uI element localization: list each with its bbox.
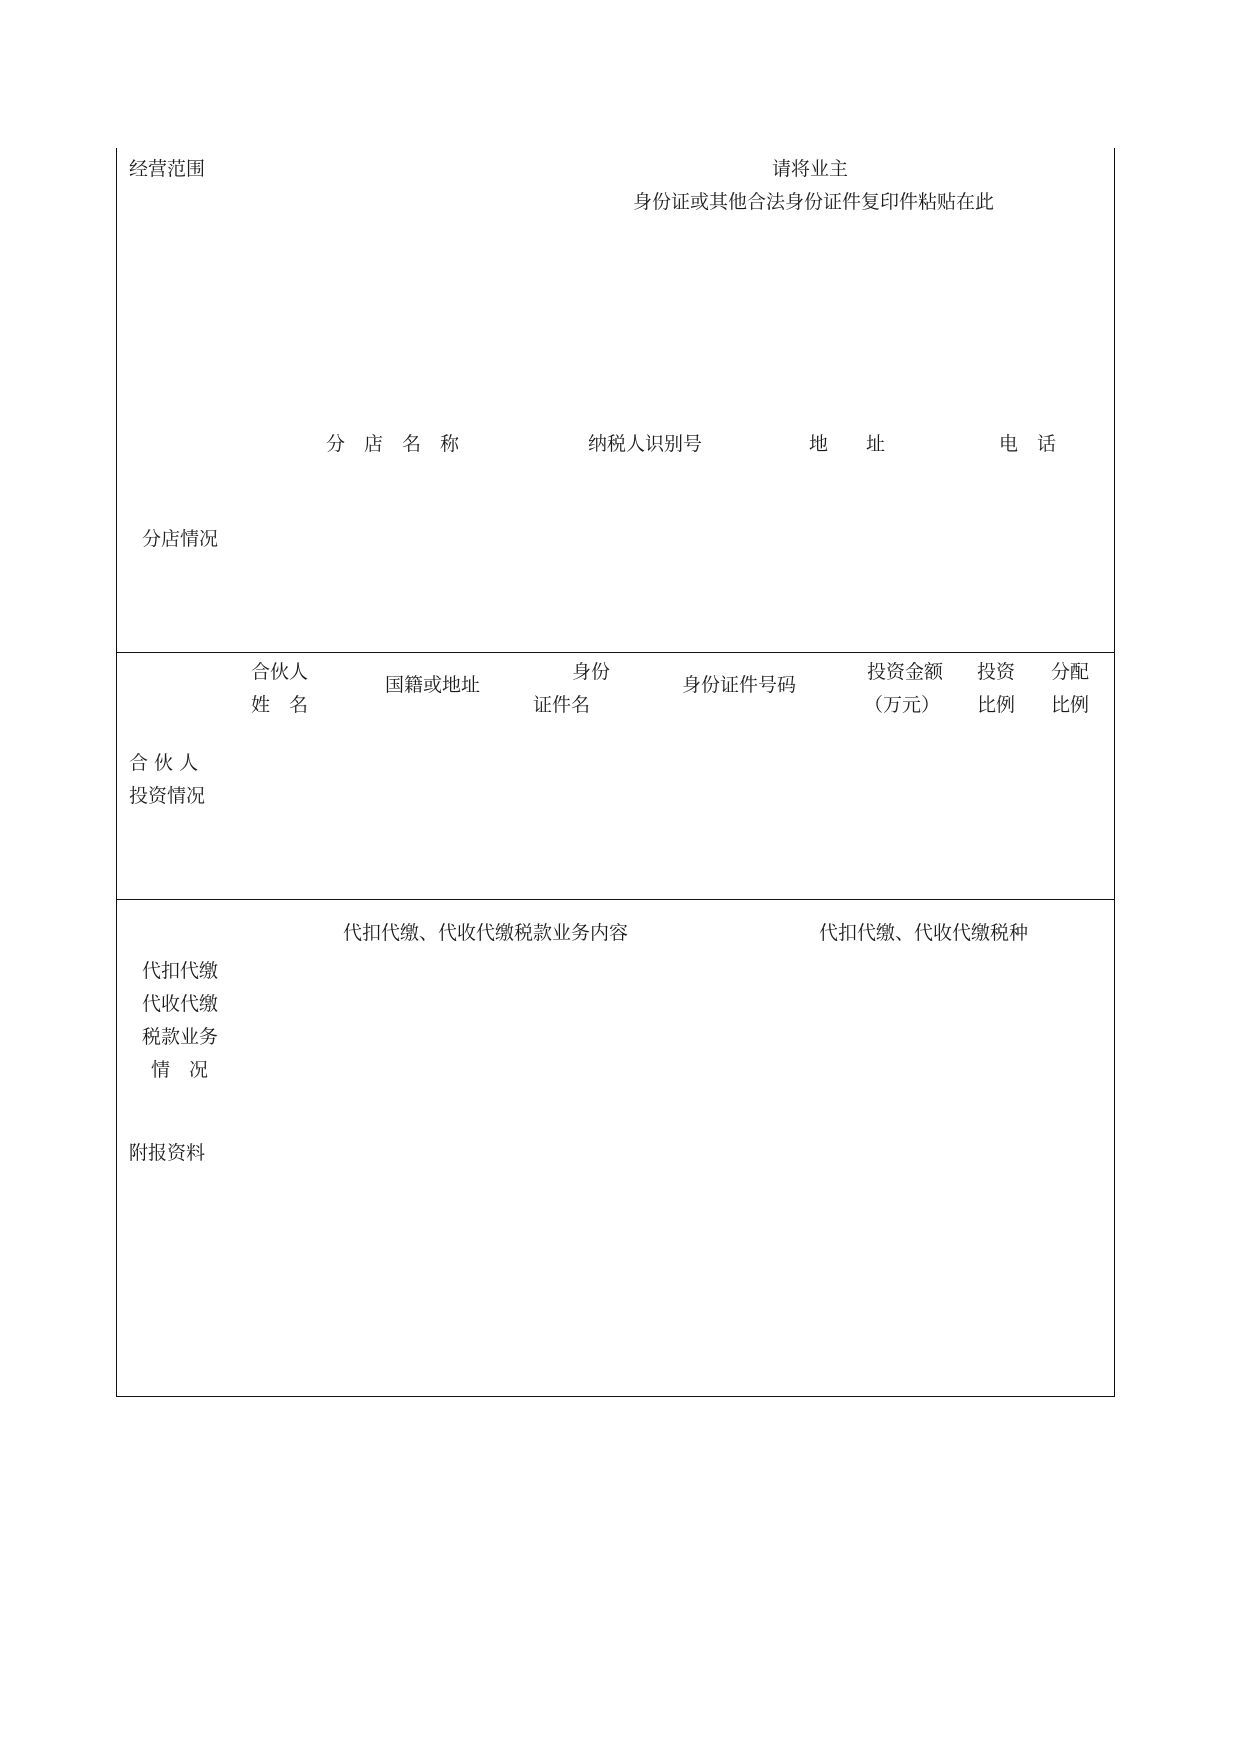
id-paste-instruction-line2: 身份证或其他合法身份证件复印件粘贴在此 bbox=[633, 191, 995, 213]
partner-header-id-type-line1: 身份 bbox=[572, 661, 611, 683]
partner-header-ratio-line1: 投资 bbox=[977, 661, 1016, 683]
branch-header-name: 分 店 名 称 bbox=[326, 433, 460, 455]
partner-header-nationality: 国籍或地址 bbox=[385, 674, 481, 696]
withholding-label-line4: 情 况 bbox=[151, 1059, 209, 1081]
branch-label: 分店情况 bbox=[142, 528, 219, 550]
table-right-border bbox=[1114, 148, 1115, 1397]
business-scope-label: 经营范围 bbox=[129, 158, 206, 180]
partner-header-amount-line2: （万元） bbox=[864, 694, 941, 713]
row-divider-partners bbox=[116, 652, 1115, 653]
partner-header-id-number: 身份证件号码 bbox=[682, 674, 797, 696]
partner-header-ratio-line2: 比例 bbox=[977, 694, 1016, 713]
withholding-label-line1: 代扣代缴 bbox=[142, 960, 219, 982]
table-left-border bbox=[116, 148, 117, 1397]
withholding-header-tax-type: 代扣代缴、代收代缴税种 bbox=[819, 922, 1029, 944]
branch-header-tax-id: 纳税人识别号 bbox=[588, 433, 703, 455]
withholding-label-line3: 税款业务 bbox=[142, 1026, 219, 1048]
partner-header-distribution-line2: 比例 bbox=[1051, 694, 1090, 713]
partner-header-id-type-line2: 证件名 bbox=[533, 694, 591, 713]
partner-investment-label-line2: 投资情况 bbox=[129, 785, 206, 807]
partner-header-distribution-line1: 分配 bbox=[1051, 661, 1090, 683]
branch-header-address: 地 址 bbox=[809, 433, 886, 455]
partner-header-name-line2: 姓 名 bbox=[251, 694, 309, 713]
branch-header-phone: 电 话 bbox=[999, 433, 1057, 455]
row-divider-withholding bbox=[116, 899, 1115, 900]
withholding-label-line2: 代收代缴 bbox=[142, 993, 219, 1015]
partner-header-amount-line1: 投资金额 bbox=[867, 661, 944, 683]
id-paste-instruction-line1: 请将业主 bbox=[772, 158, 849, 180]
withholding-header-content: 代扣代缴、代收代缴税款业务内容 bbox=[343, 922, 629, 944]
partner-header-name-line1: 合伙人 bbox=[251, 661, 309, 683]
table-bottom-border bbox=[116, 1396, 1115, 1397]
partner-investment-label-line1: 合 伙 人 bbox=[129, 752, 199, 774]
attachments-label: 附报资料 bbox=[129, 1142, 206, 1164]
